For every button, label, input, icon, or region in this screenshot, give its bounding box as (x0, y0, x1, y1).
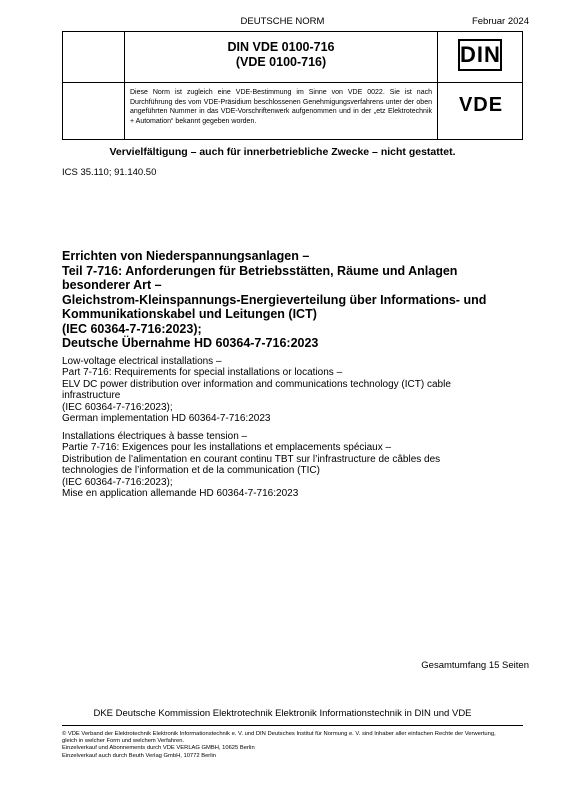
footer-line: gleich in welcher Form und welchem Verfahren. (62, 738, 185, 745)
title-french-line: Partie 7-716: Exigences pour les installations et emplacements spéciaux – (62, 442, 392, 454)
vde-number: (VDE 0100-716) (235, 55, 327, 69)
footer-line: © VDE Verband der Elektrotechnik Elektronik Informationstechnik e. V. und DIN Deutsches Institut für Normung e. V. sind Inhaber aller einfachen Rechte der Verwertung, (62, 731, 496, 737)
title-english-line: infrastructure (62, 390, 121, 402)
standard-number: DIN VDE 0100-716 (227, 40, 335, 54)
title-german (62, 249, 532, 351)
reproduction-notice: Vervielfältigung – auch für innerbetriebliche Zwecke – nicht gestattet. (109, 146, 456, 158)
committee-line: DKE Deutsche Kommission Elektrotechnik Elektronik Informationstechnik in DIN und VDE (93, 708, 472, 719)
norm-type-label: DEUTSCHE NORM (240, 16, 325, 27)
total-pages: Gesamtumfang 15 Seiten (421, 660, 529, 671)
title-french-line: Distribution de l’alimentation en courant continu TBT sur l’infrastructure de câbles des (62, 453, 441, 465)
title-french-line: Mise en application allemande HD 60364-7-716:2023 (62, 488, 299, 500)
standard-number-block (125, 40, 437, 70)
title-german-line: (IEC 60364-7-716:2023); (62, 321, 202, 336)
footer-line: Einzelverkauf auch durch Beuth Verlag GmbH, 10772 Berlin (62, 752, 217, 759)
title-german-line: Teil 7-716: Anforderungen für Betriebsstätten, Räume und Anlagen (62, 263, 458, 278)
title-german-line: besonderer Art – (62, 278, 162, 292)
footer-divider (62, 725, 523, 726)
title-french (62, 431, 532, 499)
title-english (62, 356, 532, 424)
vde-approval-note: Diese Norm ist zugleich eine VDE-Bestimmung im Sinne von VDE 0022. Sie ist nach Durchführung des vom VDE-Präsidium beschlossenen Genehmigungsverfahrens unter der oben angeführten Nummer in das VDE-Vorschriftenwerk aufgenommen und in der „etz Elektrotechnik + Automation“ bekannt gegeben worden. (130, 89, 432, 125)
title-english-line: ELV DC power distribution over information and communications technology (ICT) cable (62, 378, 451, 390)
title-english-line: Part 7-716: Requirements for special installations or locations – (62, 367, 343, 379)
title-german-line: Kommunikationskabel und Leitungen (ICT) (62, 307, 317, 321)
title-french-line: technologies de l’information et de la communication (TIC) (62, 465, 320, 477)
title-german-line: Errichten von Niederspannungsanlagen – (62, 249, 310, 263)
footer-line: Einzelverkauf und Abonnements durch VDE VERLAG GMBH, 10625 Berlin (62, 745, 255, 752)
title-block-right-divider (437, 31, 438, 140)
title-german-line: Deutsche Übernahme HD 60364-7-716:2023 (62, 336, 319, 350)
ics-classification: ICS 35.110; 91.140.50 (62, 167, 157, 178)
title-english-line: Low-voltage electrical installations – (62, 356, 222, 367)
title-french-line: Installations électriques à basse tension – (62, 431, 248, 442)
din-logo: DIN (458, 39, 502, 71)
copyright-footer (62, 731, 532, 760)
publication-date: Februar 2024 (471, 16, 529, 27)
title-english-line: (IEC 60364-7-716:2023); (62, 401, 173, 413)
title-english-line: German implementation HD 60364-7-716:2023 (62, 413, 271, 425)
vde-logo: VDE (458, 94, 504, 116)
title-french-line: (IEC 60364-7-716:2023); (62, 476, 173, 488)
title-german-line: Gleichstrom-Kleinspannungs-Energieverteilung über Informations- und (62, 292, 487, 307)
